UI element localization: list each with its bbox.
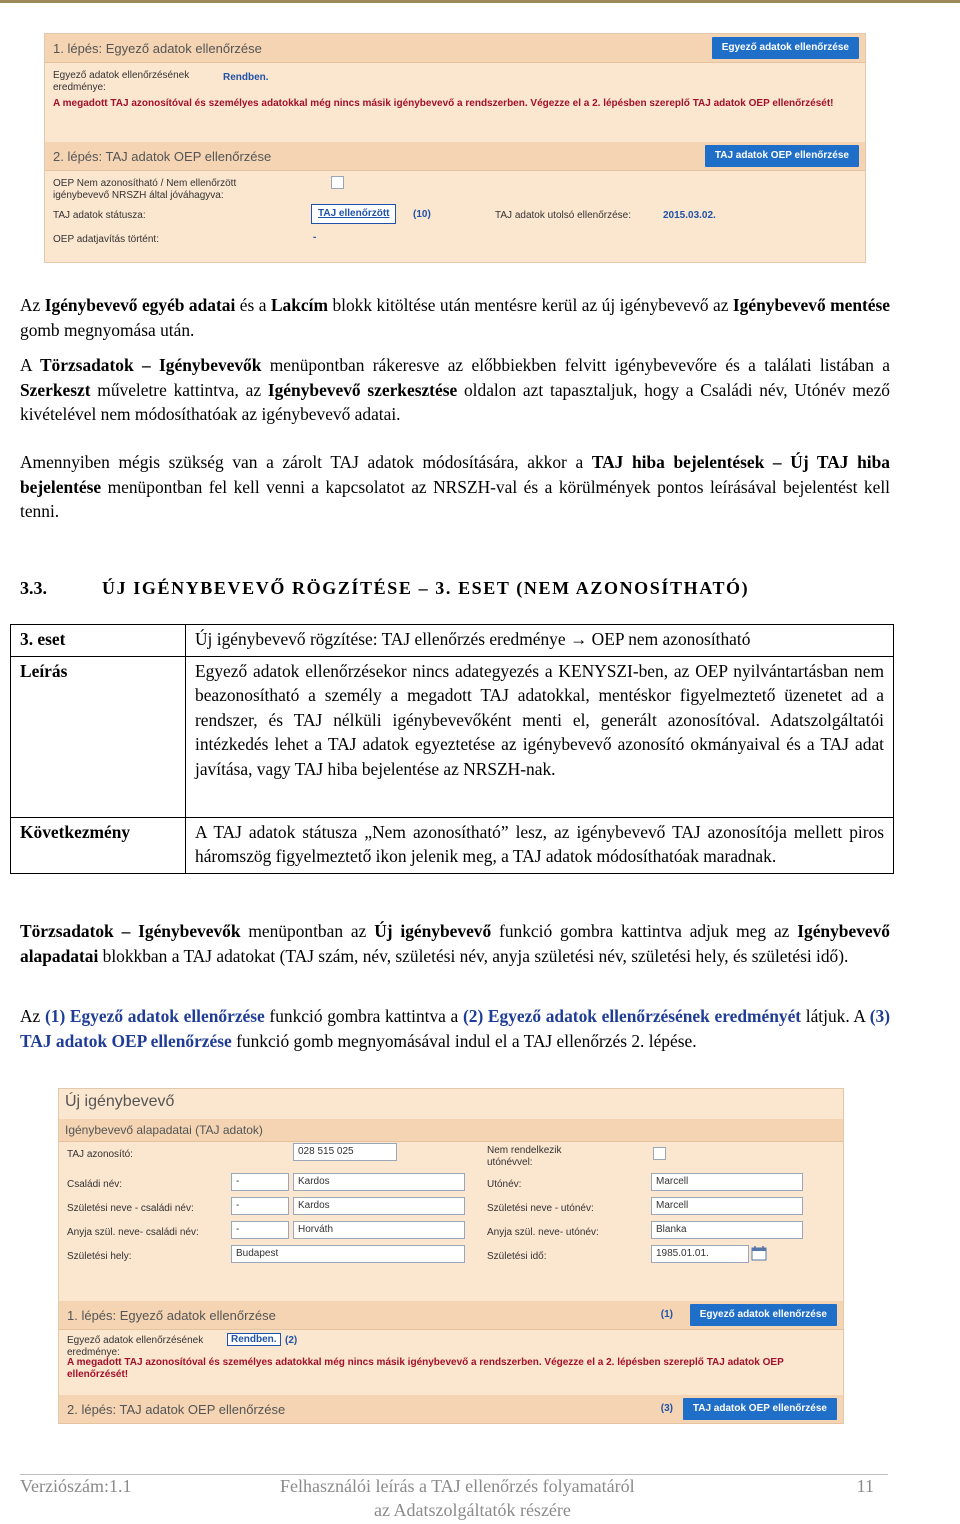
form-section-title: Igénybevevő alapadatai (TAJ adatok) — [65, 1123, 263, 1137]
paragraph-1: Az Igénybevevő egyéb adatai és a Lakcím blokk kitöltése után mentésre kerül az új igénybevevő az Igénybevevő mentése gomb megnyomása után. — [20, 295, 890, 340]
birth-first-name-label: Születési neve - utónév: — [487, 1203, 594, 1214]
step1-bar — [45, 34, 865, 63]
paragraph-2: A Törzsadatok – Igénybevevők menüpontban rákeresve az előbbiekben felvitt igénybevevőre és a találati listában a Szerkeszt műveletre kattintva, az Igénybevevő szerkesztése oldalon azt tapasztaljuk, hogy a Családi név, Utónév mező kivételével nem módosíthatóak az igénybevevő adatai. — [20, 355, 891, 424]
step2-bar — [59, 1395, 843, 1424]
birth-family-name-label: Születési neve - családi név: — [67, 1203, 194, 1214]
consequence-key: Következmény — [11, 817, 186, 873]
paragraph-3: Amennyiben mégis szükség van a zárolt TAJ adatok módosítására, akkor a TAJ hiba bejelentések – Új TAJ hiba bejelentése menüpontban fel kell venni a kapcsolatot az NRSZH-val és a körülmények pontos leírásával bejelentést kell tenni. — [20, 452, 890, 521]
birth-first-name-input[interactable]: Marcell — [651, 1197, 803, 1215]
birth-family-name-input[interactable]: Kardos — [293, 1197, 465, 1215]
result-label: Egyező adatok ellenőrzésének eredménye: — [67, 1335, 204, 1358]
result-value: Rendben. — [223, 72, 269, 83]
correction-value: - — [313, 232, 317, 243]
step1-bar — [59, 1301, 843, 1330]
birth-place-input[interactable]: Budapest — [231, 1245, 465, 1263]
result-label: Egyező adatok ellenőrzésének eredménye: — [53, 70, 190, 93]
case-value: Új igénybevevő rögzítése: TAJ ellenőrzés eredménye → OEP nem azonosítható — [186, 625, 894, 657]
warning-message: A megadott TAJ azonosítóval és személyes adatokkal még nincs másik igénybevevő a rendszerben. Végezze el a 2. lépésben szereplő TAJ adatok OEP ellenőrzését! — [67, 1357, 784, 1380]
birth-family-name-prefix-select[interactable]: - — [231, 1197, 289, 1215]
calendar-icon[interactable] — [751, 1245, 767, 1261]
birth-date-label: Születési idő: — [487, 1251, 547, 1262]
form-title: Új igénybevevő — [65, 1093, 175, 1110]
no-first-name-label: Nem rendelkezik utónévvel: — [487, 1145, 562, 1168]
case-key: 3. eset — [11, 625, 186, 657]
step1-title: 1. lépés: Egyező adatok ellenőrzése — [53, 41, 262, 56]
marker-2: (2) — [285, 1335, 298, 1346]
case-table — [10, 624, 894, 874]
step2-title: 2. lépés: TAJ adatok OEP ellenőrzése — [53, 149, 272, 164]
first-name-label: Utónév: — [487, 1179, 522, 1190]
mother-first-name-input[interactable]: Blanka — [651, 1221, 803, 1239]
description-value: Egyező adatok ellenőrzésekor nincs adategyezés a KENYSZI-ben, az OEP nyilvántartásban nem beazonosítható a személy a megadott TAJ adatokkal, mentéskor figyelmeztető üzenetet ad a rendszer, és TAJ nélküli igénybevevőként menti el, generált azonosítóval. Adatszolgáltatói intézkedés lehet a TAJ adatok egyeztetése az igénybevevő azonosító okmányaival és a TAJ adat javítása, vagy TAJ hiba bejelentése az NRSZH-nak. — [186, 656, 894, 817]
paragraph-4: Törzsadatok – Igénybevevők menüpontban az Új igénybevevő funkció gombra kattintva adjuk meg az Igénybevevő alapadatai blokkban a TAJ adatokat (TAJ szám, név, születési név, anyja születési név, születési hely, és születési idő). — [20, 921, 890, 966]
last-check-value: 2015.03.02. — [663, 210, 716, 221]
table-row — [11, 656, 894, 817]
step1-title: 1. lépés: Egyező adatok ellenőrzése — [67, 1308, 276, 1323]
result-value: Rendben. — [227, 1333, 281, 1346]
taj-label: TAJ azonosító: — [67, 1149, 133, 1160]
match-check-button[interactable]: Egyező adatok ellenőrzése — [712, 37, 859, 59]
status-label: TAJ adatok státusza: — [53, 210, 146, 221]
family-name-label: Családi név: — [67, 1179, 123, 1190]
birth-place-label: Születési hely: — [67, 1251, 132, 1262]
last-check-label: TAJ adatok utolsó ellenőrzése: — [495, 210, 632, 221]
screenshot-new-client — [58, 1088, 844, 1424]
consequence-value: A TAJ adatok státusza „Nem azonosítható” lesz, az igénybevevő TAJ azonosítója mellett piros háromszög figyelmeztető ikon jelenik meg, a TAJ adatok módosíthatóak maradnak. — [186, 817, 894, 873]
section-number: 3.3. — [20, 578, 47, 598]
description-key: Leírás — [11, 656, 186, 817]
screenshot-taj-check — [44, 33, 866, 263]
footer-title-line1: Felhasználói leírás a TAJ ellenőrzés folyamatáról — [280, 1476, 635, 1496]
mother-family-name-prefix-select[interactable]: - — [231, 1221, 289, 1239]
table-row — [11, 625, 894, 657]
mother-family-name-input[interactable]: Horváth — [293, 1221, 465, 1239]
match-check-button[interactable]: Egyező adatok ellenőrzése — [690, 1304, 837, 1326]
birth-date-input[interactable]: 1985.01.01. — [651, 1245, 749, 1263]
family-name-input[interactable]: Kardos — [293, 1173, 465, 1191]
mother-first-name-label: Anyja szül. neve- utónév: — [487, 1227, 599, 1238]
table-row — [11, 817, 894, 873]
status-count: (10) — [413, 209, 431, 220]
correction-label: OEP adatjavítás történt: — [53, 234, 159, 245]
footer-page-number: 11 — [856, 1476, 874, 1496]
no-first-name-checkbox[interactable] — [653, 1147, 666, 1160]
oep-check-button[interactable]: TAJ adatok OEP ellenőrzése — [705, 145, 859, 167]
oep-approved-checkbox[interactable] — [331, 176, 344, 189]
step2-title: 2. lépés: TAJ adatok OEP ellenőrzése — [67, 1402, 286, 1417]
taj-input[interactable]: 028 515 025 — [293, 1143, 397, 1161]
paragraph-5: Az (1) Egyező adatok ellenőrzése funkció gombra kattintva a (2) Egyező adatok ellenőrzésének eredményét látjuk. A (3) TAJ adatok OEP ellenőrzése funkció gomb megnyomásával indul el a TAJ ellenőrzés 2. lépése. — [20, 1006, 890, 1051]
section-title: ÚJ IGÉNYBEVEVŐ RÖGZÍTÉSE – 3. ESET (NEM AZONOSÍTHATÓ) — [102, 578, 750, 598]
step2-bar — [45, 142, 865, 171]
oep-check-button[interactable]: TAJ adatok OEP ellenőrzése — [683, 1398, 837, 1420]
family-name-prefix-select[interactable]: - — [231, 1173, 289, 1191]
section-heading — [20, 578, 749, 599]
top-rule — [0, 0, 960, 3]
form-section-bar — [59, 1119, 843, 1142]
footer-version: Verziószám:1.1 — [20, 1476, 132, 1496]
footer-title-line2: az Adatszolgáltatók részére — [374, 1500, 571, 1520]
mother-family-name-label: Anyja szül. neve- családi név: — [67, 1227, 199, 1238]
page-footer — [20, 1474, 888, 1520]
warning-message: A megadott TAJ azonosítóval és személyes adatokkal még nincs másik igénybevevő a rendszerben. Végezze el a 2. lépésben szereplő TAJ adatok OEP ellenőrzését! — [53, 98, 834, 109]
marker-1: (1) — [660, 1309, 673, 1320]
first-name-input[interactable]: Marcell — [651, 1173, 803, 1191]
marker-3: (3) — [660, 1403, 673, 1414]
taj-status-button[interactable]: TAJ ellenőrzött — [311, 204, 396, 224]
oep-approved-label: OEP Nem azonosítható / Nem ellenőrzött igénybevevő NRSZH által jóváhagyva: — [53, 178, 237, 201]
